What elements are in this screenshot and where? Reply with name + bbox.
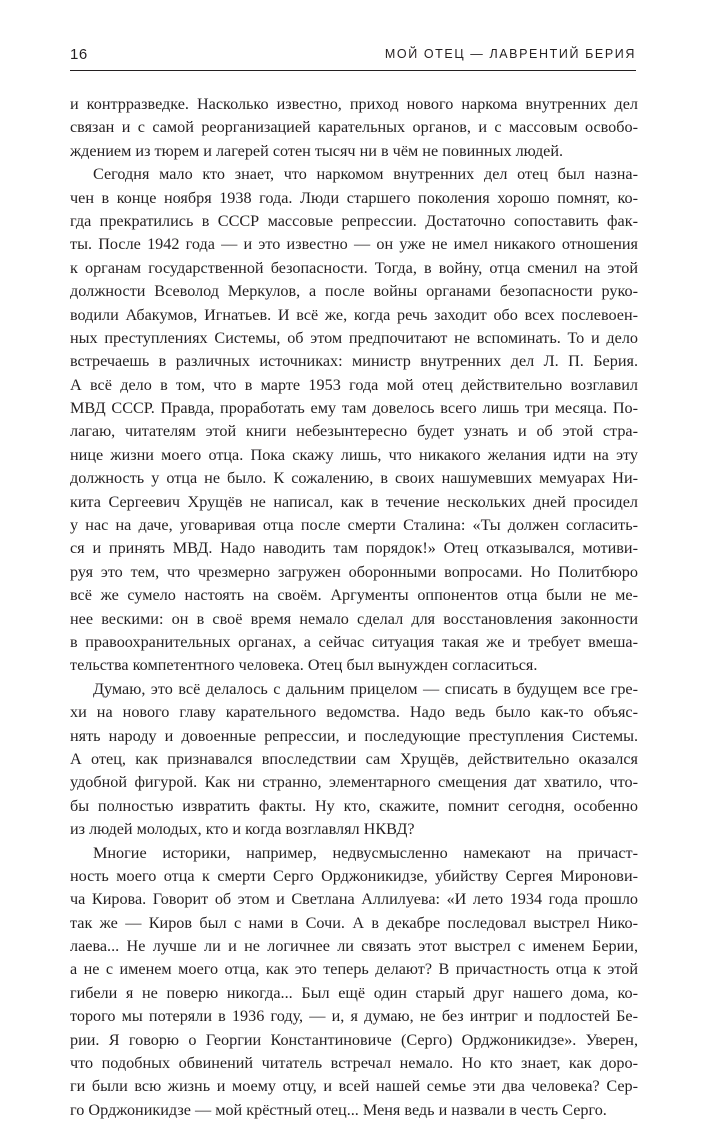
text-line: нице жизни моего отца. Пока скажу лишь, что никакого желания идти на эту [70,444,638,467]
text-line: что подобных обвинений читатель встречал немало. Но кто знает, как доро- [70,1052,638,1075]
paragraph [70,93,638,163]
text-line: так же — Киров был с нами в Сочи. А в декабре последовал выстрел Нико- [70,912,638,935]
text-line: А отец, как признавался впоследствии сам Хрущёв, действительно оказался [70,748,638,771]
text-line: а не с именем моего отца, как это теперь делают? В причастность отца к этой [70,958,638,981]
text-line: гибели я не поверю никогда... Был ещё один старый друг нашего дома, ко- [70,982,638,1005]
text-line: рии. Я говорю о Георгии Константиновиче (Серго) Орджоникидзе». Уверен, [70,1029,638,1052]
text-line: из людей молодых, кто и когда возглавлял НКВД? [70,818,638,841]
text-line: кита Сергеевич Хрущёв не написал, как в течение нескольких дней просидел [70,491,638,514]
text-line: всё же сумело настоять на своём. Аргументы оппонентов отца были не ме- [70,584,638,607]
running-head [70,46,636,70]
text-line: ты. После 1942 года — и это известно — он уже не имел никакого отношения [70,233,638,256]
text-line: го Орджоникидзе — мой крёстный отец... Меня ведь и назвали в честь Серго. [70,1099,638,1122]
running-head-title: МОЙ ОТЕЦ — ЛАВРЕНТИЙ БЕРИЯ [385,47,636,61]
text-line: ги были всю жизнь и моему отцу, и всей нашей семье эти два человека? Сер- [70,1075,638,1098]
text-line: встречаешь в различных источниках: министр внутренних дел Л. П. Берия. [70,350,638,373]
text-line: водили Абакумов, Игнатьев. И всё же, когда речь заходит обо всех послевоен- [70,304,638,327]
text-line: чен в конце ноября 1938 года. Люди старшего поколения хорошо помнят, ко- [70,187,638,210]
text-line: должность у отца не было. К сожалению, в своих нашумевших мемуарах Ни- [70,467,638,490]
text-line: Думаю, это всё делалось с дальним прицелом — списать в будущем все гре- [70,678,638,701]
paragraph [70,163,638,678]
text-line: должности Всеволод Меркулов, а после войны органами безопасности руко- [70,280,638,303]
text-line: в правоохранительных органах, а сейчас ситуация такая же и требует вмеша- [70,631,638,654]
text-line: ся и принять МВД. Надо наводить там порядок!» Отец отказывался, мотиви- [70,537,638,560]
header-rule [70,70,636,71]
text-line: тельства компетентного человека. Отец был вынужден согласиться. [70,654,638,677]
body-text [70,93,638,1122]
text-line: бы полностью извратить факты. Ну кто, скажите, помнит сегодня, особенно [70,795,638,818]
text-line: нее вескими: он в своё время немало сделал для восстановления законности [70,608,638,631]
text-line: ных преступлениях Системы, об этом предпочитают не вспоминать. То и дело [70,327,638,350]
text-line: хи на нового главу карательного ведомства. Надо ведь было как-то объяс- [70,701,638,724]
paragraph [70,678,638,842]
text-line: к органам государственной безопасности. Тогда, в войну, отца сменил на этой [70,257,638,280]
text-line: лагаю, читателям этой книги небезынтересно будет узнать и об этой стра- [70,420,638,443]
text-line: связан и с самой реорганизацией карательных органов, и с массовым освобо- [70,116,638,139]
page-number: 16 [70,46,88,63]
text-line: А всё дело в том, что в марте 1953 года мой отец действительно возглавил [70,374,638,397]
text-line: ность моего отца к смерти Серго Орджоникидзе, убийству Сергея Миронови- [70,865,638,888]
text-line: МВД СССР. Правда, проработать ему там довелось всего лишь три месяца. По- [70,397,638,420]
text-line: нять народу и довоенные репрессии, и последующие преступления Системы. [70,725,638,748]
text-line: ча Кирова. Говорит об этом и Светлана Аллилуева: «И лето 1934 года прошло [70,888,638,911]
text-line: Многие историки, например, недвусмысленно намекают на причаст- [70,842,638,865]
text-line: лаева... Не лучше ли и не логичнее ли связать этот выстрел с именем Берии, [70,935,638,958]
text-line: удобной фигурой. Как ни странно, элементарного смещения дат хватило, что- [70,771,638,794]
text-line: и контрразведке. Насколько известно, приход нового наркома внутренних дел [70,93,638,116]
text-line: у нас на даче, уговаривая отца после смерти Сталина: «Ты должен согласить- [70,514,638,537]
text-line: торого мы потеряли в 1936 году, — и, я думаю, не без интриг и подлостей Бе- [70,1005,638,1028]
paragraph [70,842,638,1122]
text-line: Сегодня мало кто знает, что наркомом внутренних дел отец был назна- [70,163,638,186]
text-line: ждением из тюрем и лагерей сотен тысяч ни в чём не повинных людей. [70,140,638,163]
text-line: руя это тем, что чрезмерно загружен оборонными вопросами. Но Политбюро [70,561,638,584]
text-line: гда прекратились в СССР массовые репрессии. Достаточно сопоставить фак- [70,210,638,233]
